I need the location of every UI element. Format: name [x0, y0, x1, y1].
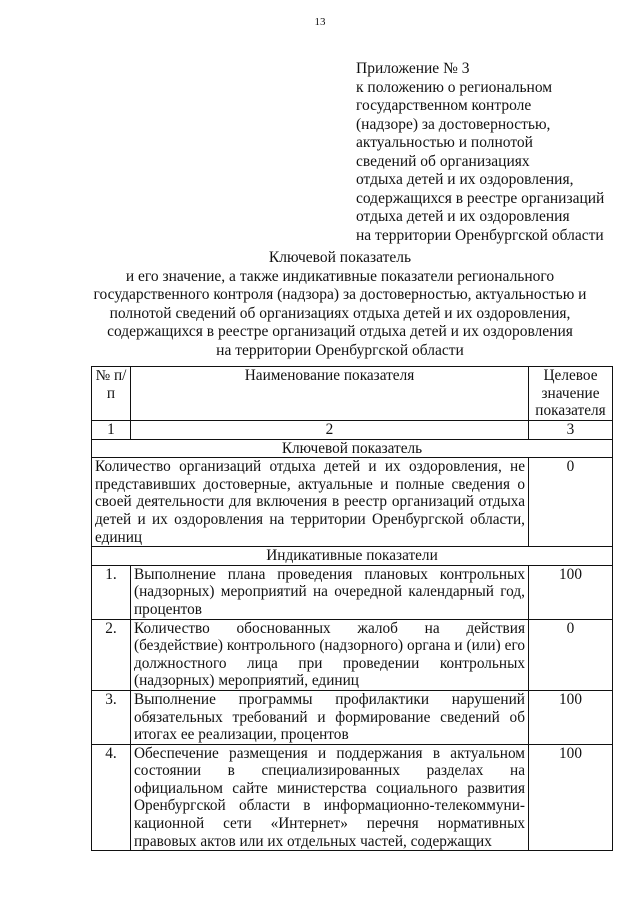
column-number: 2 [131, 421, 529, 440]
row-value: 100 [529, 565, 613, 619]
row-number: 4. [92, 744, 131, 851]
indicators-table [91, 366, 613, 851]
appendix-line: Приложение № 3 [356, 60, 470, 77]
title-line: государственного контроля (надзора) за достоверностью, актуальностью и [93, 286, 587, 304]
appendix-line: (надзоре) за достоверностью, [356, 115, 551, 133]
page-number: 13 [314, 16, 326, 28]
row-name: Количество обоснованных жалоб на действия (бездействие) контрольного (надзорного) органа и (или) его должностного лица при проведении контрольных (надзорных) мероприятий, единиц [131, 619, 529, 690]
appendix-line: на территории Оренбургской области [356, 226, 604, 244]
row-value: 100 [529, 690, 613, 744]
header-num: № п/п [92, 367, 131, 421]
table-row [92, 565, 613, 619]
column-number: 1 [92, 421, 131, 440]
indicative-section-title: Индикативные показатели [92, 547, 613, 566]
title-line: и его значение, а также индикативные показатели регионального [125, 267, 555, 285]
appendix-header [356, 60, 626, 245]
column-number: 3 [529, 421, 613, 440]
column-numbers-row [92, 421, 613, 440]
document-title [60, 249, 620, 361]
title-line: содержащихся в реестре организаций отдыха детей и их оздоровления [107, 323, 573, 341]
key-indicator-name: Количество организаций отдыха детей и их оздоровления, не представивших достоверные, актуальные и полные сведения о своей деятельности для включения в реестр организаций отдыха детей и их оздоровления на территории Оренбургской области, единиц [92, 458, 529, 547]
appendix-line: сведений об организациях [356, 152, 530, 170]
table-row [92, 690, 613, 744]
key-indicator-value: 0 [529, 458, 613, 547]
section-row-indicative [92, 547, 613, 566]
section-row-key [92, 439, 613, 458]
table-header-row [92, 367, 613, 421]
appendix-line: отдыха детей и их оздоровления [356, 208, 570, 225]
appendix-line: отдыха детей и их оздоровления, [356, 171, 574, 188]
appendix-line: актуальностью и полнотой [356, 134, 533, 151]
table-row [92, 744, 613, 851]
appendix-line: государственном контроле [356, 97, 532, 114]
row-value: 100 [529, 744, 613, 851]
row-name: Выполнение плана проведения плановых контрольных (надзорных) мероприятий на очередной календарный год, процентов [131, 565, 529, 619]
header-value: Целевое значение показателя [529, 367, 613, 421]
appendix-line: к положению о региональном [356, 78, 553, 96]
title-line: полнотой сведений об организациях отдыха детей и их оздоровления, [109, 304, 571, 322]
row-number: 1. [92, 565, 131, 619]
key-section-title: Ключевой показатель [92, 439, 613, 458]
table-row [92, 619, 613, 690]
row-name: Выполнение программы профилактики нарушений обязательных требований и формирование сведений об итогах ее реализации, процентов [131, 690, 529, 744]
appendix-line: содержащихся в реестре организаций [356, 189, 605, 207]
row-number: 3. [92, 690, 131, 744]
title-line: Ключевой показатель [268, 249, 412, 266]
key-indicator-row [92, 458, 613, 547]
row-number: 2. [92, 619, 131, 690]
row-name: Обеспечение размещения и поддержания в актуальном состоянии в специализированных разделах на официальном сайте министерства социального развития Оренбургской области в информационно-телекоммуни-кационной сети «Интернет» перечня нормативных правовых актов или их отдельных частей, содержащих [131, 744, 529, 851]
title-line: на территории Оренбургской области [216, 341, 464, 359]
header-name: Наименование показателя [131, 367, 529, 421]
row-value: 0 [529, 619, 613, 690]
